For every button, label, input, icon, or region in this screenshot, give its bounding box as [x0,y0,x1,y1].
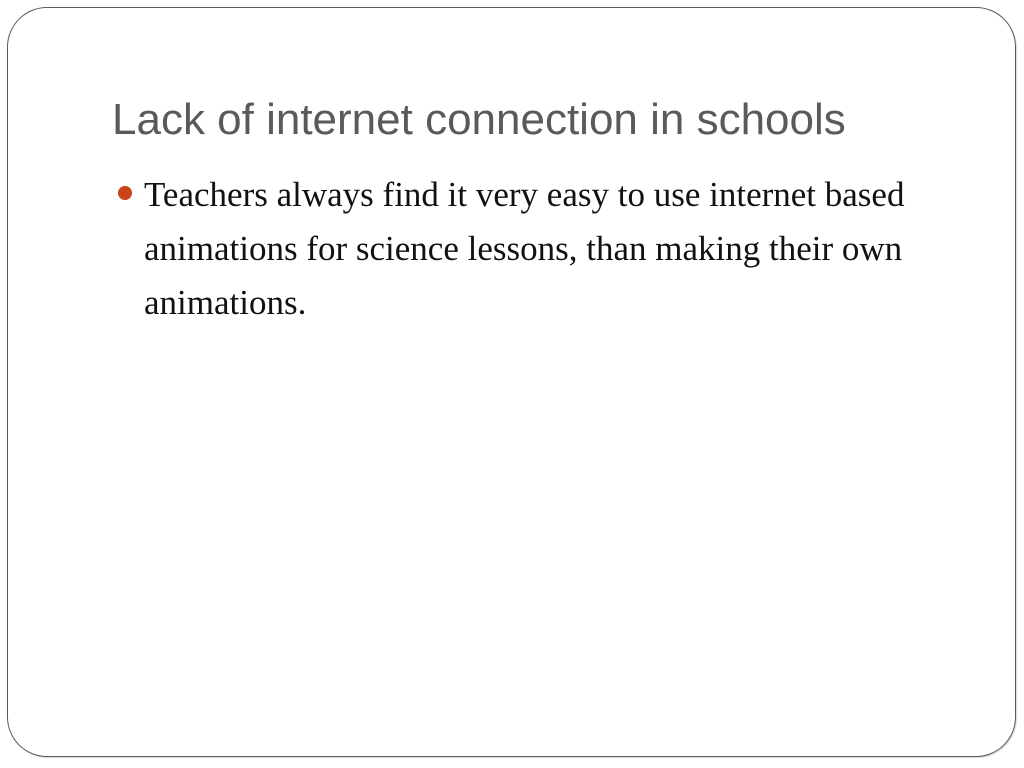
bullet-text: Teachers always find it very easy to use internet based animations for science lessons, than making their own animations. [144,175,905,322]
bullet-item [112,168,962,330]
slide-title: Lack of internet connection in schools [112,95,846,144]
bullet-dot-icon [118,186,132,200]
bullet-list [112,168,962,330]
